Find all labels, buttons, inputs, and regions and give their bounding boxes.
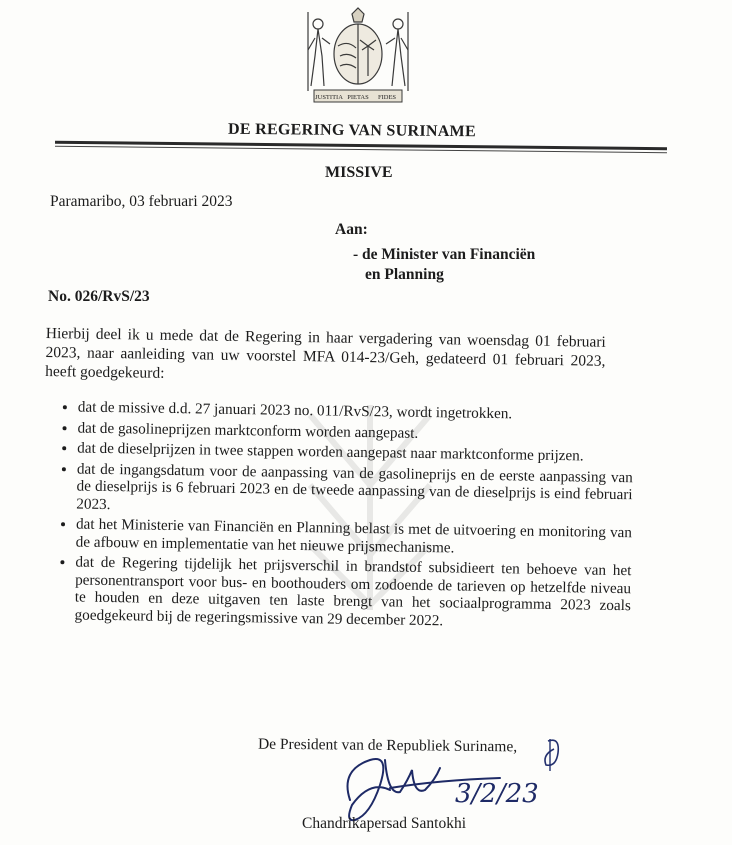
coat-of-arms-seal (300, 6, 416, 106)
closing-line: De President van de Republiek Suriname, (257, 735, 518, 756)
list-item: • dat het Ministerie van Financiën en Planning belast is met de uitvoering en monitoring van de afbouw en implementatie van het nieuwe prijsmechanisme. (76, 515, 632, 559)
document-type: MISSIVE (325, 164, 393, 181)
signer-name: Chandrikapersad Santokhi (302, 815, 467, 832)
decision-list (42, 398, 634, 635)
seal-motto-2: PIETAS (347, 94, 369, 101)
letterhead-title: DE REGERING VAN SURINAME (227, 120, 477, 141)
list-item: • dat de Regering tijdelijk het prijsverschil in brandstof subsidieert ten behoeve van het personentransport voor bus- en boothouders om zodoende de tarieven op hetzelfde niveau te houden en deze uitgaven ten laste brengt van het sociaalprogramma 2023 zoals goedgekeurd bij de regeringsmissive van 29 december 2022. (74, 553, 631, 632)
recipient-line-1: - de Minister van Financiën (353, 246, 536, 263)
seal-motto-3: FIDES (377, 94, 397, 101)
recipient-label: Aan: (335, 221, 368, 238)
intro-paragraph: Hierbij deel ik u mede dat de Regering in haar vergadering van woensdag 01 februari 2023, naar aanleiding van uw voorstel MFA 014-23/Geh, gedateerd 01 februari 2023, heeft goedgekeurd: (45, 324, 606, 382)
seal-motto-1: JUSTITIA (315, 94, 343, 101)
list-item: • dat de gasolineprijzen marktconform worden aangepast. (77, 419, 633, 445)
document-date: Paramaribo, 03 februari 2023 (50, 193, 233, 210)
list-item: • dat de dieselprijzen in twee stappen worden aangepast naar marktconforme prijzen. (77, 439, 633, 465)
signature-date: 3/2/23 (455, 779, 539, 809)
reference-number: No. 026/RvS/23 (48, 288, 150, 305)
list-item: • dat de missive d.d. 27 januari 2023 no. 011/RvS/23, wordt ingetrokken. (78, 399, 634, 425)
list-item: • dat de ingangsdatum voor de aanpassing van de gasolineprijs en de eerste aanpassing van de dieselprijs is 6 februari 2023 en de tweede aanpassing van de dieselprijs is eind februari 2023. (76, 460, 633, 521)
recipient-line-2: en Planning (365, 266, 444, 283)
